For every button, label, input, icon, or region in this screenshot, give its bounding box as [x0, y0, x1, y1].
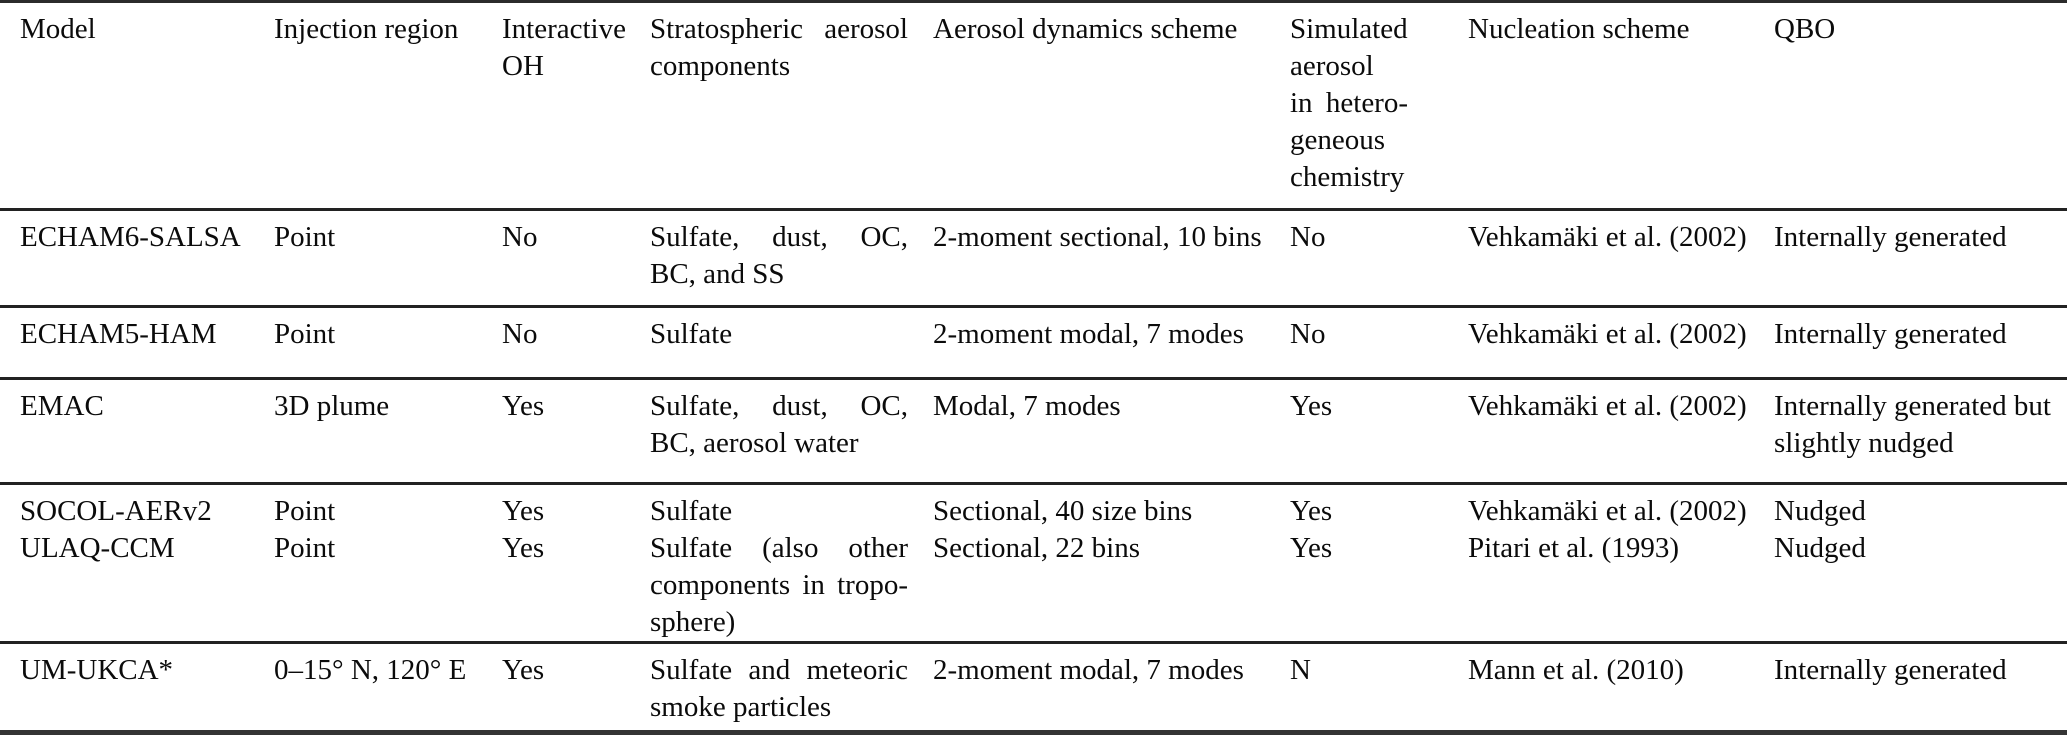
cell-line: 3D plume [274, 390, 390, 422]
cell-line: Point [274, 221, 336, 253]
table-cell [1290, 388, 1468, 425]
cell-line: No [1290, 318, 1326, 350]
cell-line: chemistry [1290, 161, 1405, 193]
cell-line: Nucleation scheme [1468, 13, 1690, 45]
table-cell [1468, 652, 1774, 689]
table-cell [1468, 493, 1774, 530]
cell-line: BC, aerosol water [650, 427, 859, 459]
cell-line: smoke particles [650, 691, 832, 723]
cell-line: Injection region [274, 13, 459, 45]
cell-line: Point [274, 532, 336, 564]
table-cell [1468, 530, 1774, 567]
table-row-group [0, 305, 2067, 377]
cell-line: geneous [1290, 124, 1386, 156]
table-row-group [0, 482, 2067, 641]
cell-line: slightly nudged [1774, 427, 1954, 459]
table-cell [1290, 530, 1468, 567]
cell-line: 0–15° N, 120° E [274, 654, 467, 686]
cell-line: Yes [502, 495, 545, 527]
table-row-group [0, 208, 2067, 305]
cell-line: aerosol [1290, 50, 1374, 82]
cell-line: Sulfate, dust, OC, [650, 221, 908, 253]
cell-line: BC, and SS [650, 258, 785, 290]
table-row [0, 308, 2067, 377]
table-cell [1774, 530, 2067, 567]
cell-line: Sulfate, dust, OC, [650, 390, 908, 422]
cell-line: 2-moment modal, 7 modes [933, 654, 1244, 686]
cell-line: Vehkamäki et al. (2002) [1468, 318, 1747, 350]
cell-line: ECHAM5-HAM [20, 318, 217, 350]
cell-line: N [1290, 654, 1311, 686]
table-cell [502, 219, 650, 256]
table-cell [1290, 493, 1468, 530]
cell-line: UM-UKCA* [20, 654, 174, 686]
cell-line: Aerosol dynamics scheme [933, 13, 1238, 45]
cell-line: ULAQ-CCM [20, 532, 175, 564]
table-cell [502, 388, 650, 425]
table-cell [1774, 316, 2067, 353]
cell-line: No [1290, 221, 1326, 253]
header-row [0, 3, 2067, 208]
table-cell [650, 493, 933, 530]
cell-line: components in tropo- [650, 569, 908, 601]
cell-line: Sectional, 40 size bins [933, 495, 1193, 527]
table-cell [502, 652, 650, 689]
table-cell [274, 219, 502, 256]
table-cell [1290, 316, 1468, 353]
column-header [1290, 11, 1468, 196]
table-cell [933, 530, 1290, 567]
table-cell [502, 530, 650, 567]
cell-line: Internally generated [1774, 318, 2007, 350]
table-cell [502, 493, 650, 530]
table-row [0, 380, 2067, 482]
cell-line: Pitari et al. (1993) [1468, 532, 1680, 564]
cell-line: EMAC [20, 390, 104, 422]
cell-line: Sulfate and meteoric [650, 654, 908, 686]
column-header [502, 11, 650, 85]
column-header [274, 11, 502, 48]
table-cell [650, 219, 933, 293]
table-cell [20, 219, 274, 256]
cell-line: Internally generated [1774, 654, 2007, 686]
table-cell [274, 316, 502, 353]
cell-line: Sectional, 22 bins [933, 532, 1141, 564]
table-cell [650, 530, 933, 641]
cell-line: sphere) [650, 606, 736, 638]
cell-line: Simulated [1290, 13, 1408, 45]
table-cell [1468, 219, 1774, 256]
cell-line: Nudged [1774, 495, 1866, 527]
table-cell [933, 388, 1290, 425]
table-cell [20, 530, 274, 567]
table-cell [274, 388, 502, 425]
cell-line: Yes [1290, 390, 1333, 422]
cell-line: Nudged [1774, 532, 1866, 564]
table-row [0, 644, 2067, 730]
table-cell [933, 219, 1290, 256]
cell-line: Yes [502, 390, 545, 422]
cell-line: No [502, 318, 538, 350]
cell-line: Mann et al. (2010) [1468, 654, 1684, 686]
table-row [0, 211, 2067, 305]
table-row [0, 530, 2067, 641]
table-cell [274, 493, 502, 530]
table-cell [502, 316, 650, 353]
cell-line: Yes [1290, 495, 1333, 527]
cell-line: components [650, 50, 791, 82]
table-cell [274, 652, 502, 689]
table-cell [20, 493, 274, 530]
cell-line: Vehkamäki et al. (2002) [1468, 221, 1747, 253]
table-cell [650, 388, 933, 462]
table-cell [1290, 652, 1468, 689]
cell-line: OH [502, 50, 544, 82]
cell-line: Yes [502, 654, 545, 686]
table-row-group [0, 641, 2067, 730]
cell-line: Model [20, 13, 96, 45]
table-row [0, 485, 2067, 530]
table-cell [1468, 388, 1774, 425]
table-cell [1774, 652, 2067, 689]
cell-line: Vehkamäki et al. (2002) [1468, 495, 1747, 527]
cell-line: Interactive [502, 13, 626, 45]
cell-line: Internally generated [1774, 221, 2007, 253]
table-cell [933, 493, 1290, 530]
table-cell [1468, 316, 1774, 353]
cell-line: Point [274, 495, 336, 527]
column-header [1468, 11, 1774, 48]
table-cell [20, 316, 274, 353]
table-cell [1774, 493, 2067, 530]
table-cell [1774, 388, 2067, 462]
cell-line: 2-moment sectional, 10 bins [933, 221, 1262, 253]
column-header [1774, 11, 2067, 48]
cell-line: SOCOL-AERv2 [20, 495, 212, 527]
cell-line: ECHAM6-SALSA [20, 221, 241, 253]
table-cell [20, 388, 274, 425]
cell-line: Vehkamäki et al. (2002) [1468, 390, 1747, 422]
cell-line: 2-moment modal, 7 modes [933, 318, 1244, 350]
cell-line: Point [274, 318, 336, 350]
cell-line: Internally generated but [1774, 390, 2051, 422]
table-cell [650, 316, 933, 353]
column-header [933, 11, 1290, 48]
table-header [0, 3, 2067, 208]
cell-line: Yes [502, 532, 545, 564]
table-cell [933, 652, 1290, 689]
cell-line: Sulfate [650, 495, 733, 527]
cell-line: Yes [1290, 532, 1333, 564]
cell-line: Sulfate (also other [650, 532, 908, 564]
cell-line: No [502, 221, 538, 253]
column-header [650, 11, 933, 85]
table-cell [650, 652, 933, 726]
table-cell [933, 316, 1290, 353]
cell-line: Modal, 7 modes [933, 390, 1121, 422]
table-row-group [0, 377, 2067, 482]
cell-line: in hetero- [1290, 87, 1408, 119]
cell-line: QBO [1774, 13, 1836, 45]
table-cell [1774, 219, 2067, 256]
table-cell [274, 530, 502, 567]
table-cell [1290, 219, 1468, 256]
table-cell [20, 652, 274, 689]
cell-line: Sulfate [650, 318, 733, 350]
column-header [20, 11, 274, 48]
cell-line: Stratospheric aerosol [650, 13, 908, 45]
